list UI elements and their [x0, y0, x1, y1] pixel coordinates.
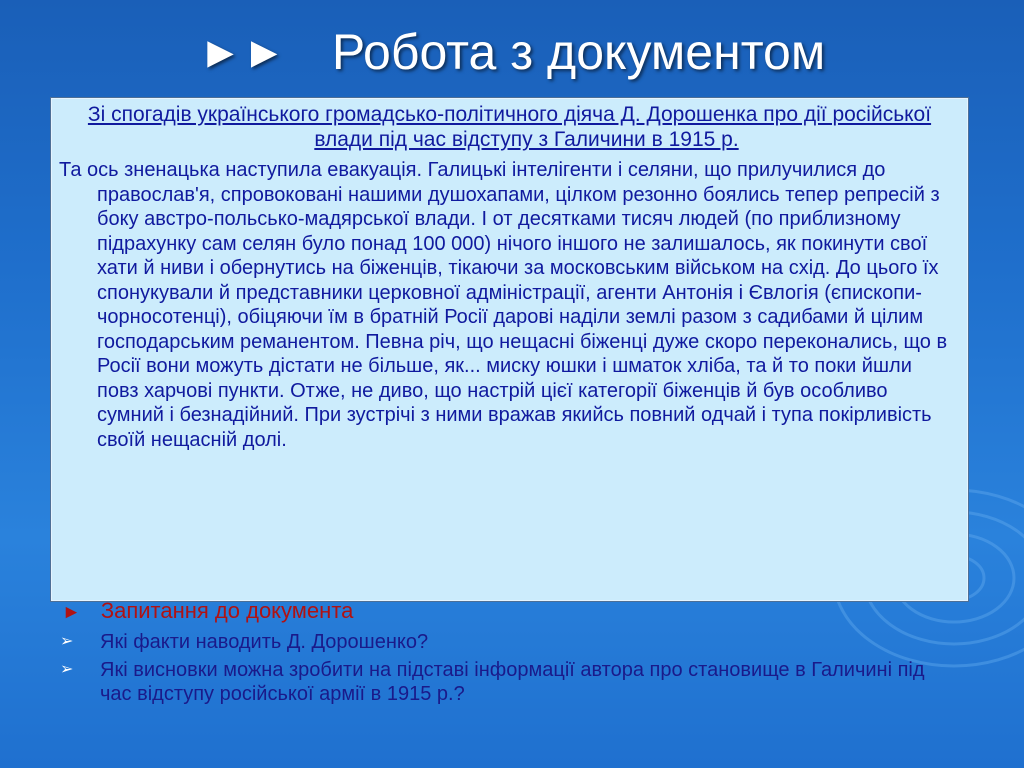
document-body: Та ось зненацька наступила евакуація. Галицькі інтелігенти і селяни, що прилучилися до православ'я, спровоковані нашими душохапами, цілком резонно боялись тепер репресій з боку австро-польсько-мадярської влади. І от десятками тисяч людей (по приблизному підрахунку сам селян було понад 100 000) нічого іншого не залишалось, як покинути свої хати й ниви і обернутись на біженців, тікаючи за московським військом на схід. До цього їх спонукували й представники церковної адміністрації, агенти Антонія і Євлогія (єпископи-чорносотенці), обіцяючи їм в братній Росії дарові наділи землі разом з садибами й цілим господарським реманентом. Певна річ, що нещасні біженці дуже скоро переконались, що в Росії вони можуть дістати не більше, як... миску юшки і шматок хліба, та й то поки йшли повз харчові пункти. Отже, не диво, що настрій цієї категорії біженців й був особливо сумний і безнадійний. При зустрічі з ними вражав якийсь повний одчай і тупа покірливість своїй нещасній долі. [59, 159, 948, 451]
title-arrows-icon: ►► [198, 28, 286, 77]
arrow-right-icon: ► [62, 602, 81, 623]
arrow-bullet-icon: ➢ [60, 661, 74, 678]
document-heading: Зі спогадів українського громадсько-політичного діяча Д. Дорошенка про дії російської влади під час відступу з Галичини в 1915 р. [87, 103, 932, 151]
questions-heading [58, 598, 958, 626]
document-textbox [50, 97, 969, 602]
question-text: Які висновки можна зробити на підставі інформації автора про становище в Галичині під час відступу російської армії в 1915 р.? [100, 659, 925, 705]
questions-section [58, 598, 958, 706]
question-item [58, 630, 958, 654]
question-item [58, 658, 958, 706]
arrow-bullet-icon: ➢ [60, 633, 74, 650]
question-text: Які факти наводить Д. Дорошенко? [100, 631, 429, 653]
slide-title [0, 16, 1024, 96]
slide-title-text: Робота з документом [331, 24, 826, 80]
questions-heading-text: Запитання до документа [100, 598, 354, 623]
